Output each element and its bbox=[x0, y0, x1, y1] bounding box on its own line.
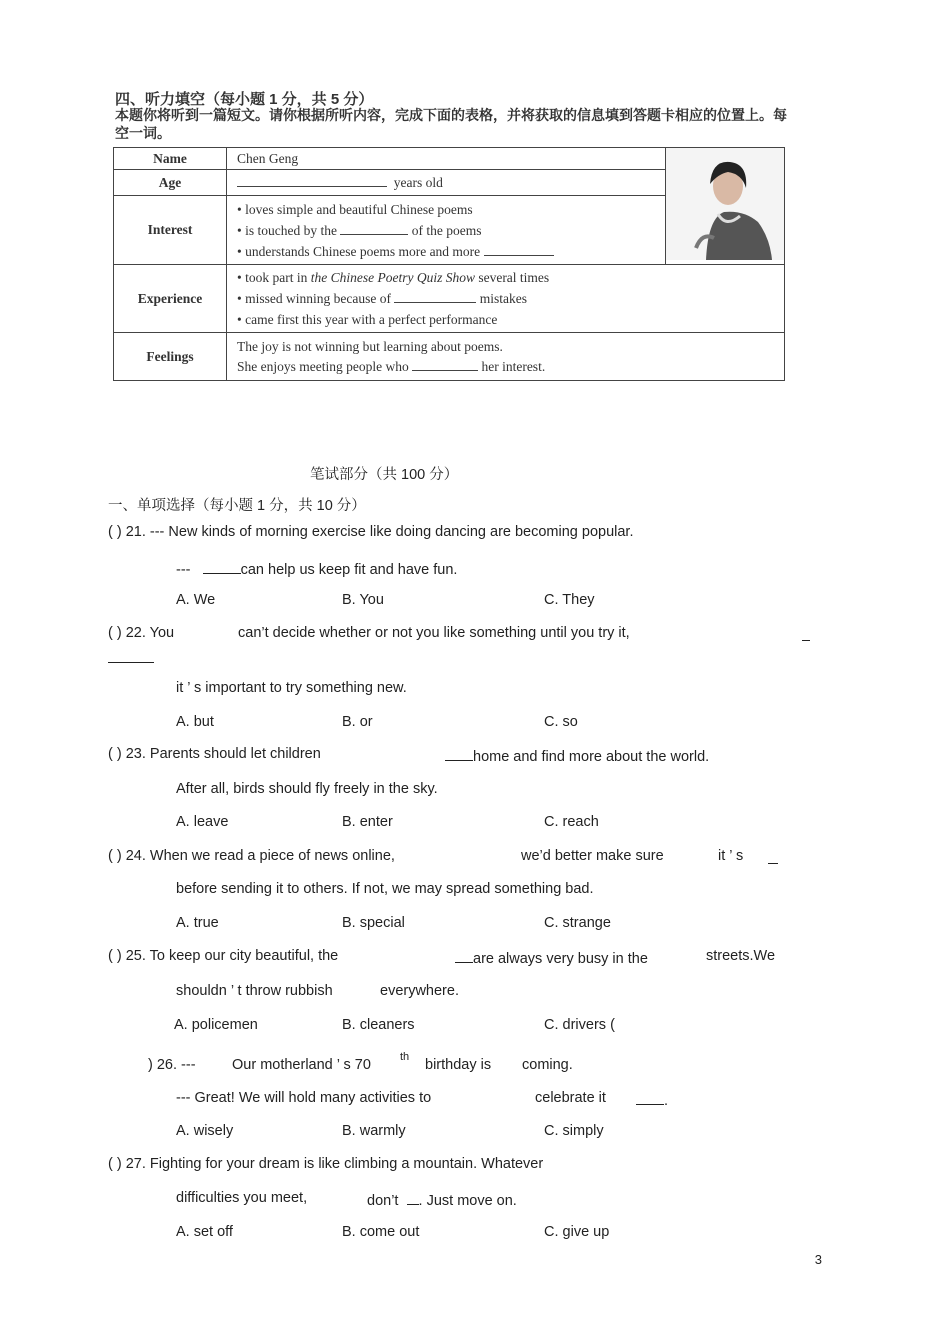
q25-stem-3: streets.We bbox=[706, 948, 776, 964]
q22-option-b[interactable]: B. or bbox=[342, 714, 373, 730]
listening-title: 四、听力填空（每小题 1 分，共 5 分） bbox=[115, 91, 374, 108]
feelings-value bbox=[227, 333, 785, 381]
feelings-line-2: She enjoys meeting people who her interest. bbox=[237, 358, 546, 374]
listening-table bbox=[113, 147, 785, 381]
q22-stem-2: can’t decide whether or not you like something until you try it, bbox=[238, 625, 630, 641]
q23-option-a[interactable]: A. leave bbox=[176, 814, 229, 830]
age-suffix: years old bbox=[393, 175, 443, 191]
experience-value bbox=[227, 265, 785, 333]
row-label-age: Age bbox=[114, 170, 227, 196]
q25-stem: ( ) 25. To keep our city beautiful, the bbox=[108, 948, 339, 964]
q21-option-c[interactable]: C. They bbox=[544, 592, 595, 608]
interest-value bbox=[227, 196, 666, 265]
experience-line-2: • missed winning because of mistakes bbox=[237, 291, 527, 306]
q24-stem-3: it ’ s bbox=[718, 848, 744, 864]
interest-blank-2[interactable] bbox=[484, 243, 554, 256]
q27-option-a[interactable]: A. set off bbox=[176, 1224, 233, 1240]
q25-stem-2: are always very busy in the bbox=[455, 948, 648, 967]
interest-line-1: • loves simple and beautiful Chinese poems bbox=[237, 201, 473, 217]
q21-option-a[interactable]: A. We bbox=[176, 592, 216, 608]
q23-stem: ( ) 23. Parents should let children bbox=[108, 746, 321, 762]
q23-stem-2: home and find more about the world. bbox=[445, 746, 709, 765]
row-label-name: Name bbox=[114, 148, 227, 170]
listening-instruction: 本题你将听到一篇短文。请你根据所听内容，完成下面的表格，并将获取的信息填到答题卡相应的位置上。每空一词。 bbox=[115, 107, 787, 141]
written-part-title: 笔试部分（共 100 分） bbox=[310, 467, 459, 483]
portrait-photo bbox=[666, 148, 785, 265]
q26-line-2b: celebrate it bbox=[535, 1090, 606, 1106]
q25-blank[interactable] bbox=[455, 948, 473, 963]
q26-option-b[interactable]: B. warmly bbox=[342, 1123, 406, 1139]
row-label-feelings: Feelings bbox=[114, 333, 227, 381]
row-label-interest: Interest bbox=[114, 196, 227, 265]
section-1-title: 一、单项选择（每小题 1 分，共 10 分） bbox=[108, 498, 366, 514]
page-number: 3 bbox=[814, 1252, 822, 1267]
q25-option-c[interactable]: C. drivers ( bbox=[544, 1017, 615, 1033]
q23-blank[interactable] bbox=[445, 746, 473, 761]
interest-blank[interactable] bbox=[340, 222, 408, 235]
q24-option-a[interactable]: A. true bbox=[176, 915, 219, 931]
experience-blank[interactable] bbox=[394, 290, 476, 303]
experience-line-3: • came first this year with a perfect performance bbox=[237, 312, 498, 327]
q21-stem: ( ) 21. --- New kinds of morning exercise like doing dancing are becoming popular. bbox=[108, 524, 634, 540]
q24-option-b[interactable]: B. special bbox=[342, 915, 405, 931]
age-value bbox=[227, 170, 666, 196]
q24-stem: ( ) 24. When we read a piece of news online, bbox=[108, 848, 395, 864]
interest-line-2: • is touched by the of the poems bbox=[237, 222, 482, 238]
q21-line-2: --- can help us keep fit and have fun. bbox=[176, 559, 457, 578]
q24-stem-2: we’d better make sure bbox=[521, 848, 664, 864]
q27-line-2a: difficulties you meet, bbox=[176, 1190, 308, 1206]
q27-option-b[interactable]: B. come out bbox=[342, 1224, 420, 1240]
q22-blank[interactable] bbox=[108, 662, 154, 663]
q24-option-c[interactable]: C. strange bbox=[544, 915, 611, 931]
q22-line-2: it ’ s important to try something new. bbox=[176, 680, 407, 696]
feelings-line-1: The joy is not winning but learning about poems. bbox=[237, 338, 503, 354]
woman-portrait-image bbox=[666, 148, 784, 260]
q22-blank-mark[interactable] bbox=[802, 640, 810, 641]
age-blank[interactable] bbox=[237, 174, 387, 187]
q26-option-a[interactable]: A. wisely bbox=[176, 1123, 234, 1139]
q27-blank[interactable] bbox=[407, 1190, 419, 1205]
q24-blank[interactable] bbox=[768, 863, 778, 864]
q23-option-b[interactable]: B. enter bbox=[342, 814, 393, 830]
q26-stem-3: birthday is bbox=[425, 1057, 492, 1073]
q21-blank[interactable] bbox=[203, 559, 241, 574]
q26-stem-2: Our motherland ’ s 70 bbox=[232, 1057, 371, 1073]
q25-option-a[interactable]: A. policemen bbox=[174, 1017, 258, 1033]
q27-option-c[interactable]: C. give up bbox=[544, 1224, 610, 1240]
q23-option-c[interactable]: C. reach bbox=[544, 814, 599, 830]
q22-option-c[interactable]: C. so bbox=[544, 714, 578, 730]
name-value: Chen Geng bbox=[227, 148, 666, 170]
q23-line-2: After all, birds should fly freely in the sky. bbox=[176, 781, 438, 797]
q26-blank-wrap: . bbox=[636, 1090, 668, 1109]
q24-line-2: before sending it to others. If not, we may spread something bad. bbox=[176, 881, 594, 897]
q22-option-a[interactable]: A. but bbox=[176, 714, 214, 730]
q26-blank[interactable] bbox=[636, 1090, 664, 1105]
q26-line-2a: --- Great! We will hold many activities to bbox=[176, 1090, 432, 1106]
q26-superscript: th bbox=[400, 1051, 410, 1063]
feelings-blank[interactable] bbox=[412, 358, 478, 371]
q25-option-b[interactable]: B. cleaners bbox=[342, 1017, 415, 1033]
q25-line-2a: shouldn ’ t throw rubbish bbox=[176, 983, 333, 999]
interest-line-3: • understands Chinese poems more and more bbox=[237, 241, 655, 262]
q27-stem: ( ) 27. Fighting for your dream is like climbing a mountain. Whatever bbox=[108, 1156, 544, 1172]
experience-line-1: • took part in the Chinese Poetry Quiz Show several times bbox=[237, 270, 550, 285]
q21-option-b[interactable]: B. You bbox=[342, 592, 384, 608]
q26-stem: ) 26. --- bbox=[148, 1057, 196, 1073]
q26-stem-4: coming. bbox=[522, 1057, 573, 1073]
q25-line-2b: everywhere. bbox=[380, 983, 459, 999]
row-label-experience: Experience bbox=[114, 265, 227, 333]
q22-stem: ( ) 22. You bbox=[108, 625, 175, 641]
q27-line-2b: don’t . Just move on. bbox=[367, 1190, 517, 1209]
q26-option-c[interactable]: C. simply bbox=[544, 1123, 604, 1139]
